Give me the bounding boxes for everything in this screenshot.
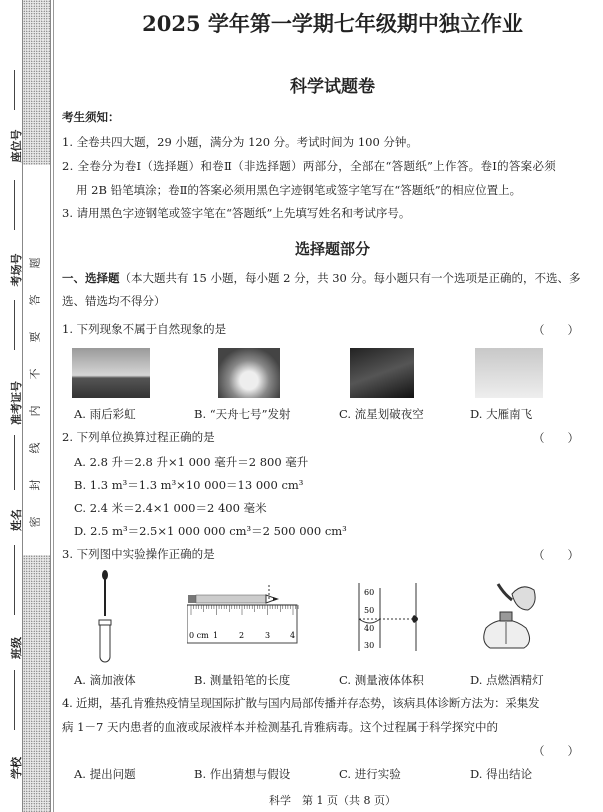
section-intro-cont: 选、错选均不得分） xyxy=(62,294,166,308)
seal-char: 内 xyxy=(28,405,42,417)
cylinder-tick-label: 50 xyxy=(364,606,375,615)
question-4-option-b: B. 作出猜想与假设 xyxy=(194,767,291,781)
answer-paren: （ ） xyxy=(533,744,579,758)
question-2-stem: 2. 下列单位换算过程正确的是 xyxy=(62,430,215,444)
ruler-pencil-figure xyxy=(187,585,299,647)
answer-paren: （ ） xyxy=(533,431,579,445)
school-line xyxy=(14,670,15,730)
seal-char: 答 xyxy=(28,294,42,306)
cylinder-tick-label: 30 xyxy=(364,641,375,650)
question-4-option-c: C. 进行实验 xyxy=(339,767,401,781)
section-title: 选择题部分 xyxy=(294,240,370,258)
ruler-tick-label: 4 xyxy=(290,631,296,640)
class-label: 班级 xyxy=(10,637,23,659)
question-2-option-c: C. 2.4 米＝2.4×1 000＝2 400 毫米 xyxy=(74,501,267,515)
binding-outer-line xyxy=(53,0,54,812)
ticket-number-label: 准考证号 xyxy=(10,381,23,425)
seal-char: 题 xyxy=(28,257,42,269)
dropper-test-tube-figure xyxy=(95,570,115,665)
section-intro xyxy=(62,271,581,285)
notice-line: 3. 请用黑色字迹钢笔或签字笔在“答题纸”上先填写姓名和考试序号。 xyxy=(62,206,411,220)
section-intro-text: （本大题共有 15 小题，每小题 2 分，共 30 分。每小题只有一个选项是正确的，不选、多 xyxy=(119,271,581,285)
notice-line: 用 2B 铅笔填涂；卷Ⅱ的答案必须用黑色字迹钢笔或签字笔写在“答题纸”的相应位置上。 xyxy=(76,183,522,197)
question-3-stem: 3. 下列图中实验操作正确的是 xyxy=(62,547,215,561)
ruler-tick-label: 3 xyxy=(265,631,271,640)
seal-char: 封 xyxy=(28,479,42,491)
seal-char: 密 xyxy=(28,516,42,528)
ruler-tick-label: 1 xyxy=(213,631,219,640)
meteor-image xyxy=(350,348,414,398)
rocket-launch-image xyxy=(218,348,280,398)
binding-strip-bottom xyxy=(22,555,51,812)
notice-line: 2. 全卷分为卷Ⅰ（选择题）和卷Ⅱ（非选择题）两部分，全部在“答题纸”上作答。卷Ⅰ的答案必须 xyxy=(62,159,557,173)
ruler-tick-label: 2 xyxy=(239,631,245,640)
id-line xyxy=(14,300,15,350)
answer-paren: （ ） xyxy=(533,323,579,337)
graduated-cylinder-figure xyxy=(356,583,431,651)
name-label: 姓名 xyxy=(10,509,23,531)
question-1-option-b: B. “天舟七号”发射 xyxy=(194,407,291,421)
seal-char: 要 xyxy=(28,331,42,343)
notice-line: 1. 全卷共四大题，29 小题，满分为 120 分。考试时间为 100 分钟。 xyxy=(62,135,418,149)
binding-strip-middle xyxy=(22,165,51,555)
question-4-stem: 4. 近期，基孔肯雅热疫情呈现国际扩散与国内局部传播并存态势，该病具体诊断方法为：采集发 xyxy=(62,696,540,710)
class-line xyxy=(14,545,15,615)
seat-number-label: 座位号 xyxy=(10,129,23,163)
question-2-option-d: D. 2.5 m³＝2.5×1 000 000 cm³＝2 500 000 cm³ xyxy=(74,524,347,538)
section-intro-bold: 一、选择题 xyxy=(62,271,120,285)
cylinder-tick-label: 60 xyxy=(364,588,375,597)
question-3-option-c: C. 测量液体体积 xyxy=(339,673,424,687)
page-footer: 科学 第 1 页（共 8 页） xyxy=(269,794,396,807)
school-label: 学校 xyxy=(10,757,23,779)
question-3-option-d: D. 点燃酒精灯 xyxy=(470,673,544,687)
seat-line xyxy=(14,70,15,110)
ruler-tick-label: 0 cm xyxy=(189,631,209,640)
exam-subtitle: 科学试题卷 xyxy=(290,77,375,97)
wild-geese-image xyxy=(475,348,543,398)
seal-char: 线 xyxy=(28,442,42,454)
rainbow-image xyxy=(72,348,150,398)
cylinder-tick-label: 40 xyxy=(364,624,375,633)
question-3-option-a: A. 滴加液体 xyxy=(74,673,136,687)
question-1-stem: 1. 下列现象不属于自然现象的是 xyxy=(62,322,227,336)
question-4-stem-cont: 病 1－7 天内患者的血液或尿液样本并检测基孔肯雅病毒。这个过程属于科学探究中的 xyxy=(62,720,498,734)
question-3-option-b: B. 测量铅笔的长度 xyxy=(194,673,291,687)
question-4-option-a: A. 提出问题 xyxy=(74,767,136,781)
room-line xyxy=(14,180,15,230)
question-4-option-d: D. 得出结论 xyxy=(470,767,533,781)
exam-room-label: 考场号 xyxy=(10,253,23,287)
notice-heading: 考生须知： xyxy=(62,110,120,124)
exam-title: 2025 学年第一学期七年级期中独立作业 xyxy=(142,11,523,36)
alcohol-lamp-figure xyxy=(478,580,538,652)
binding-strip-top xyxy=(22,0,51,165)
question-2-option-a: A. 2.8 升＝2.8 升×1 000 毫升＝2 800 毫升 xyxy=(74,455,309,469)
question-1-option-d: D. 大雁南飞 xyxy=(470,407,533,421)
question-1-option-a: A. 雨后彩虹 xyxy=(74,407,136,421)
question-2-option-b: B. 1.3 m³＝1.3 m³×10 000＝13 000 cm³ xyxy=(74,478,304,492)
name-line xyxy=(14,435,15,490)
question-1-option-c: C. 流星划破夜空 xyxy=(339,407,424,421)
seal-char: 不 xyxy=(28,368,42,380)
answer-paren: （ ） xyxy=(533,548,579,562)
